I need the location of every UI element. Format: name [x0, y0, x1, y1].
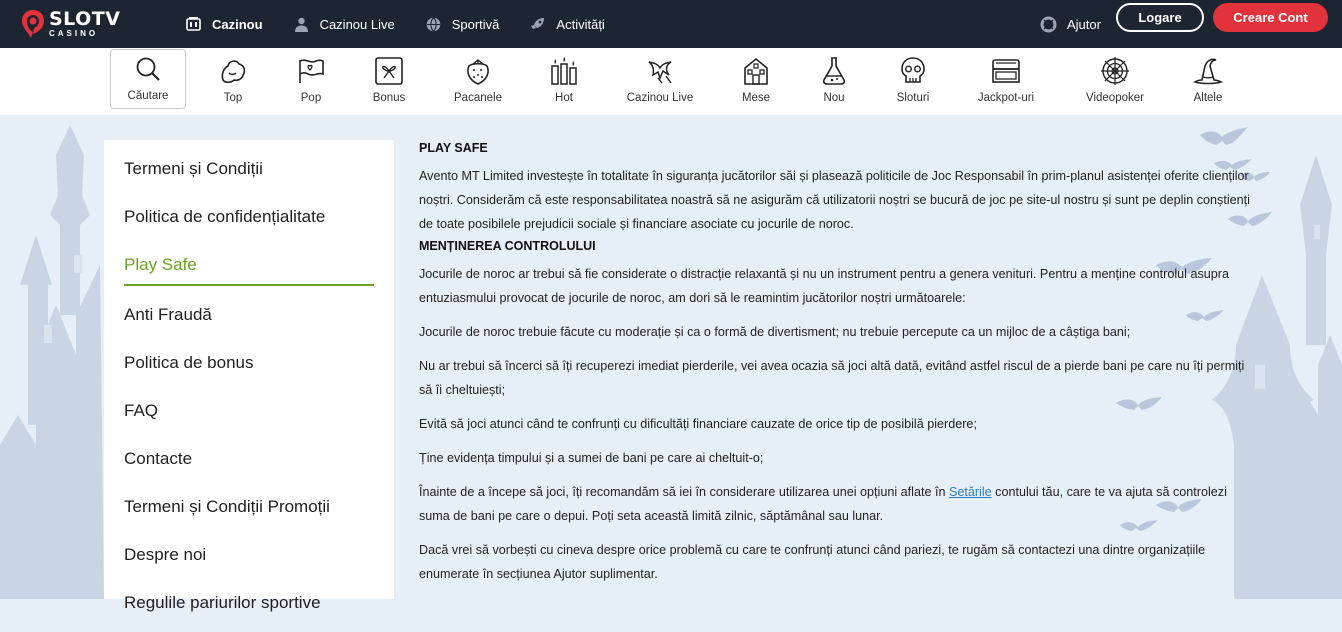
settings-link[interactable]: Setările	[948, 485, 992, 499]
main-nav	[185, 0, 635, 48]
site-logo[interactable]	[20, 4, 120, 44]
category-jackpots[interactable]	[968, 48, 1044, 110]
bonus-gift-icon	[374, 56, 404, 86]
category-top-label: Top	[223, 92, 243, 104]
paragraph-moderation: Jocurile de noroc trebuie făcute cu moderație și ca o formă de divertisment; nu trebuie percepute ca un mijloc de a câștiga bani;	[419, 325, 1131, 339]
nav-casino-live[interactable]	[293, 16, 395, 33]
side-item-bonus-policy[interactable]: Politica de bonus	[124, 353, 254, 372]
side-item-anti-fraud[interactable]: Anti Fraudă	[124, 305, 212, 324]
side-item-play-safe[interactable]: Play Safe	[124, 236, 374, 286]
category-pop-label: Pop	[300, 92, 322, 104]
strawberry-icon	[463, 56, 493, 86]
paragraph-contact-help: Dacă vrei să vorbești cu cineva despre orice problemă cu care te confrunți atunci când pariezi, te rugăm să contactezi una dintre organizațiile enumerate în secțiunea Ajutor suplimentar.	[419, 543, 1206, 581]
side-item-sports-rules[interactable]: Regulile pariurilor sportive	[124, 593, 321, 612]
help-label: Ajutor	[1067, 16, 1101, 32]
settings-text-after: contului tău, care te va ajuta să controlezi suma de bani pe care o depui. Poți seta această limită zilnic, săptămânal sau lunar.	[419, 485, 1227, 523]
nav-activities-label: Activități	[556, 16, 605, 32]
paragraph-losses: Nu ar trebui să încerci să îți recuperezi imediat pierderile, vei avea ocazia să joci altă dată, evitând astfel riscul de a pierde bani pe care nu îți permiți să îi cheltuiești;	[419, 359, 1245, 397]
haunted-house-icon	[741, 56, 771, 86]
play-safe-content	[419, 140, 1254, 596]
section-heading-play-safe: PLAY SAFE	[419, 141, 488, 155]
side-item-faq[interactable]: FAQ	[124, 401, 159, 420]
logo-main-text: SLOTV	[49, 8, 121, 30]
side-item-promo-terms[interactable]: Termeni și Condiții Promoții	[124, 497, 330, 516]
chest-icon	[991, 56, 1021, 86]
skull-icon	[898, 56, 928, 86]
casino-icon	[185, 16, 202, 33]
paragraph-settings	[419, 480, 1254, 528]
category-top[interactable]	[205, 48, 261, 110]
category-bonus[interactable]	[364, 48, 414, 110]
category-search[interactable]	[110, 49, 186, 109]
category-search-label: Căutare	[127, 90, 169, 102]
sports-ball-icon	[425, 16, 442, 33]
potion-icon	[819, 56, 849, 86]
section-heading-keep-control: MENȚINEREA CONTROLULUI	[419, 239, 596, 253]
info-side-menu	[104, 140, 394, 612]
nav-activities[interactable]	[529, 16, 604, 33]
candles-icon	[549, 56, 579, 86]
side-item-contacts[interactable]: Contacte	[124, 449, 193, 468]
category-other[interactable]	[1186, 48, 1230, 110]
nav-casino[interactable]	[185, 16, 263, 33]
side-item-about[interactable]: Despre noi	[124, 545, 207, 564]
register-button[interactable]: Creare Cont	[1213, 3, 1328, 32]
category-tables-label: Mese	[741, 92, 771, 104]
category-casino-live[interactable]	[620, 48, 700, 110]
nav-casino-live-label: Cazinou Live	[319, 16, 395, 32]
paragraph-intro: Avento MT Limited investește în totalitate în siguranța jucătorilor săi și plasează politicile de Joc Responsabil în prim-planul asistenței oferite clienților noștri. Considerăm că este responsabilitatea noastră să ne asigurăm că utilizatorii noștri se bucură de joc pe site-ul nostru și sunt pe deplin conștienți de toate posibilele prejudicii sociale și financiare asociate cu jocurile de noroc.	[419, 169, 1250, 231]
search-icon	[133, 54, 163, 84]
category-videopoker-label: Videopoker	[1086, 92, 1144, 104]
lifebuoy-icon	[1040, 16, 1057, 33]
paragraph-keep-control: Jocurile de noroc ar trebui să fie considerate o distracție relaxantă și nu un instrument pentru a genera venituri. Pentru a menține controlul asupra entuziasmului provocat de jocurile de noroc, am dori să le reamintim jucătorilor noștri următoarele:	[419, 267, 1229, 305]
category-pacanele-label: Pacanele	[454, 92, 502, 104]
paragraph-track-time: Ține evidența timpului și a sumei de bani pe care ai cheltuit-o;	[419, 451, 764, 465]
category-new-label: Nou	[823, 92, 845, 104]
logo-icon	[20, 8, 46, 40]
category-new[interactable]	[812, 48, 856, 110]
category-bar	[0, 48, 1342, 115]
logo-sub-text: CASINO	[49, 29, 99, 38]
side-item-privacy[interactable]: Politica de confidențialitate	[124, 207, 326, 226]
category-slots-pacanele[interactable]	[446, 48, 510, 110]
category-bonus-label: Bonus	[372, 92, 406, 104]
category-hot-label: Hot	[555, 92, 573, 104]
settings-text-before: Înainte de a începe să joci, îți recomandăm să iei în considerare utilizarea unei opțiuni aflate în	[419, 485, 949, 499]
live-dealer-icon	[293, 16, 310, 33]
category-slots-label: Sloturi	[896, 92, 930, 104]
nav-sports[interactable]	[425, 16, 500, 33]
bat-icon	[645, 56, 675, 86]
help-link[interactable]	[1040, 0, 1101, 48]
witch-hat-icon	[1193, 56, 1223, 86]
category-jackpots-label: Jackpot-uri	[977, 92, 1035, 104]
category-tables[interactable]	[734, 48, 778, 110]
side-item-terms[interactable]: Termeni și Condiții	[124, 159, 263, 178]
category-slots[interactable]	[888, 48, 938, 110]
nav-casino-label: Cazinou	[212, 16, 263, 32]
category-hot[interactable]	[542, 48, 586, 110]
login-button[interactable]: Logare	[1116, 3, 1204, 32]
category-pop[interactable]	[285, 48, 337, 110]
paragraph-financial: Evită să joci atunci când te confrunți cu dificultăți financiare cauzate de orice tip de posibilă pierdere;	[419, 417, 977, 431]
category-casino-live-label: Cazinou Live	[626, 92, 694, 104]
spider-web-icon	[1100, 56, 1130, 86]
rocket-icon	[529, 16, 546, 33]
category-videopoker[interactable]	[1078, 48, 1152, 110]
top-navigation-bar	[0, 0, 1342, 48]
category-other-label: Altele	[1193, 92, 1223, 104]
top-icon	[218, 56, 248, 86]
nav-sports-label: Sportivă	[451, 16, 500, 32]
pop-icon	[296, 56, 326, 86]
